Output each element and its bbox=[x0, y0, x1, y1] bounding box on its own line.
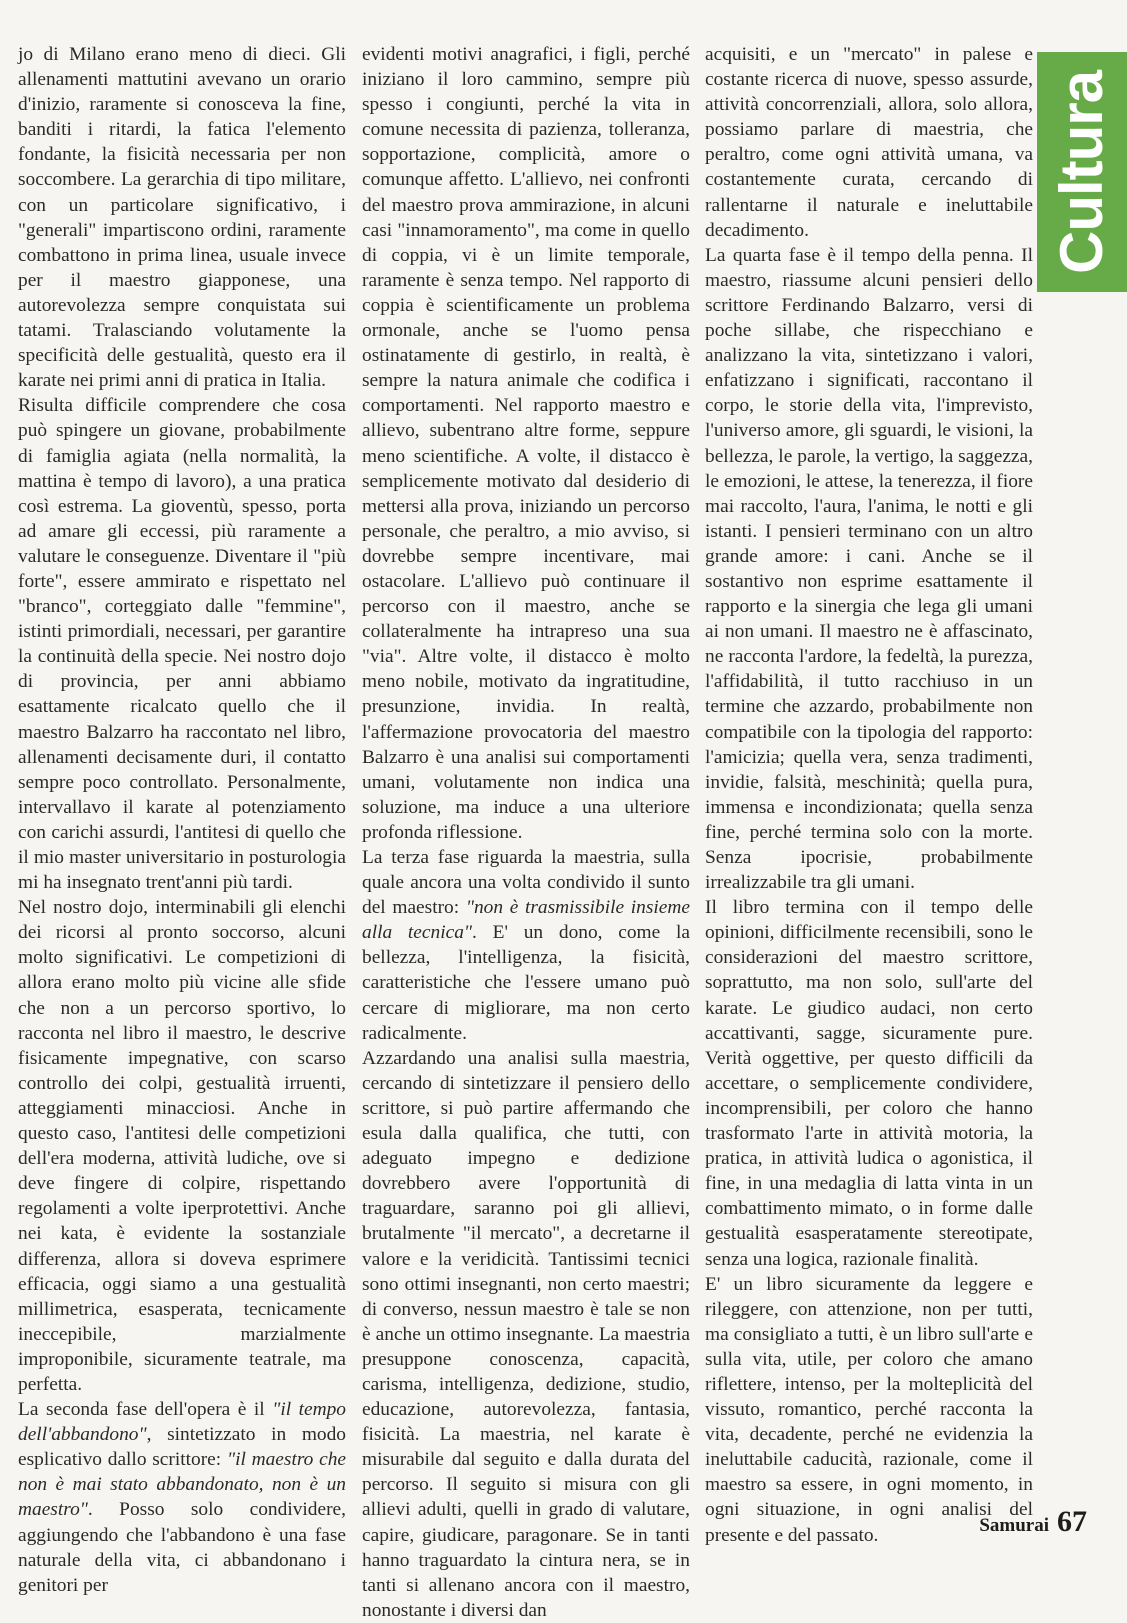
italic-quote: "il tempo dell'abbandono" bbox=[18, 1399, 347, 1446]
paragraph bbox=[18, 42, 346, 393]
paragraph bbox=[18, 1397, 346, 1598]
text-run: E' un libro sicuramente da leggere e rileggere, con attenzione, non per tutti, ma consigliato a tutti, è un libro sull'arte e sulla vita, utile, per coloro che amano riflettere, intenso, per la molteplicità del vissuto, romantico, perché racconta la vita, decadente, perché ne evidenzia la ineluttabile caducità, razionale, come il maestro sa essere, in ogni momento, in ogni situazione, in ogni analisi del presente e del passato. bbox=[705, 1273, 1033, 1546]
italic-quote: "non è trasmissibile insieme alla tecnica" bbox=[362, 897, 691, 944]
text-run: Il libro termina con il tempo delle opinioni, difficilmente recensibili, sono le considerazioni del maestro scrittore, soprattutto, ma non solo, sull'arte del karate. Le giudico audaci, non certo accattivanti, sagge, sicuramente pure. Verità oggettive, per questo difficili da accettare, o semplicemente condividere, incomprensibili, per coloro che hanno trasformato l'arte in attività motoria, la pratica, in attività ludica o agonistica, il fine, in una medaglia di latta vinta in un combattimento mimato, o in forme dalle gestualità esasperatamente stereotipate, senza una logica, razionale finalità. bbox=[705, 897, 1033, 1270]
paragraph bbox=[362, 845, 690, 1046]
magazine-name: Samurai bbox=[979, 1515, 1049, 1536]
article-column-3 bbox=[705, 42, 1033, 1548]
paragraph bbox=[362, 1046, 690, 1623]
italic-quote: "il maestro che non è mai stato abbandonato, non è un maestro" bbox=[18, 1449, 347, 1521]
text-run: . E' un dono, come la bellezza, l'intelligenza, la fisicità, caratteristiche che l'essere umano può cercare di migliorare, ma non certo radicalmente. bbox=[362, 922, 690, 1044]
text-run: jo di Milano erano meno di dieci. Gli allenamenti mattutini avevano un orario d'inizio, raramente si conosceva la fine, banditi i ritardi, la fatica l'elemento fondante, la fisicità necessaria per non soccombere. La gerarchia di tipo militare, con un particolare significativo, i "generali" impartiscono ordini, raramente combattono in prima linea, usuale invece per il maestro giapponese, una autorevolezza sempre conquistata sui tatami. Tralasciando volutamente la specificità delle gestualità, questo era il karate nei primi anni di pratica in Italia. bbox=[18, 44, 346, 392]
article-column-2 bbox=[362, 42, 690, 1623]
page-footer bbox=[979, 1505, 1087, 1539]
section-tab-label: Cultura bbox=[1048, 70, 1116, 274]
page-number: 67 bbox=[1057, 1505, 1087, 1538]
text-run: evidenti motivi anagrafici, i figli, perché iniziano il loro cammino, sempre più spesso i congiunti, perché la vita in comune necessita di pazienza, tolleranza, sopportazione, complicità, amore o comunque affetto. L'allievo, nei confronti del maestro prova ammirazione, in alcuni casi "innamoramento", ma come in quello di coppia, vi è un limite temporale, raramente è senza tempo. Nel rapporto di coppia è scientificamente un problema ormonale, anche se l'uomo pensa ostinatamente di gestirlo, in realtà, è sempre la natura animale che codifica i comportamenti. Nel rapporto maestro e allievo, subentrano altre forme, seppure meno scientifiche. A volte, il distacco è semplicemente motivato dal desiderio di mettersi alla prova, iniziando un percorso personale, che peraltro, a mio avviso, si dovrebbe sempre incentivare, mai ostacolare. L'allievo può continuare il percorso con il maestro, anche se collateralmente ha intrapreso una sua "via". Altre volte, il distacco è molto meno nobile, motivato da ingratitudine, presunzione, invidia. In realtà, l'affermazione provocatoria del maestro Balzarro è una analisi sui comportamenti umani, volutamente non indica una soluzione, ma induce a una ulteriore profonda riflessione. bbox=[362, 44, 690, 843]
paragraph bbox=[362, 42, 690, 845]
text-run: . Posso solo condividere, aggiungendo che l'abbandono è una fase naturale della vita, ci abbandonano i genitori per bbox=[18, 1499, 346, 1596]
text-run: Azzardando una analisi sulla maestria, cercando di sintetizzare il pensiero dello scrittore, si può partire affermando che esula dalla qualifica, che tutti, con adeguato impegno e dedizione dovrebbero avere l'opportunità di traguardare, saranno poi gli allievi, brutalmente "il mercato", a decretarne il valore e la veridicità. Tantissimi tecnici sono ottimi insegnanti, non certo maestri; di converso, nessun maestro è tale se non è anche un ottimo insegnante. La maestria presuppone conoscenza, capacità, carisma, intelligenza, dedizione, studio, educazione, autorevolezza, fantasia, fisicità. La maestria, nel karate è misurabile dal seguito e dalla durata del percorso. Il seguito si misura con gli allievi adulti, quelli in grado di valutare, capire, giudicare, paragonare. Se in tanti hanno traguardato la cintura nera, se in tanti si allenano ancora con il maestro, nonostante i diversi dan bbox=[362, 1047, 690, 1621]
paragraph bbox=[705, 243, 1033, 895]
text-run: La seconda fase dell'opera è il bbox=[18, 1399, 273, 1421]
text-run: La terza fase riguarda la maestria, sulla quale ancora una volta condivido il sunto del maestro: bbox=[362, 847, 690, 919]
text-run: Risulta difficile comprendere che cosa può spingere un giovane, probabilmente di famiglia agiata (nella normalità, la mattina è tempo di lavoro), a una pratica così estrema. La gioventù, spesso, porta ad amare gli eccessi, più raramente a valutare le conseguenze. Diventare il "più forte", essere ammirato e rispettato nel "branco", corteggiato dalle "femmine", istinti primordiali, necessari, per garantire la continuità della specie. Nei nostro dojo di provincia, per anni abbiamo esattamente ricalcato quello che il maestro Balzarro ha raccontato nel libro, allenamenti decisamente duri, il contatto sempre poco controllato. Personalmente, intervallavo il karate al potenziamento con carichi assurdi, l'antitesi di quello che il mio master universitario in posturologia mi ha insegnato trent'anni più tardi. bbox=[18, 395, 346, 894]
paragraph bbox=[18, 895, 346, 1397]
article-column-1 bbox=[18, 42, 346, 1598]
section-tab bbox=[1037, 52, 1127, 292]
paragraph bbox=[705, 42, 1033, 243]
text-run: acquisiti, e un "mercato" in palese e costante ricerca di nuove, spesso assurde, attività concorrenziali, allora, solo allora, possiamo parlare di maestria, che peraltro, come ogni attività umana, va costantemente curata, cercando di rallentarne il naturale e ineluttabile decadimento. bbox=[705, 44, 1033, 241]
paragraph bbox=[705, 895, 1033, 1271]
text-run: , sintetizzato in modo esplicativo dallo scrittore: bbox=[18, 1424, 346, 1471]
text-run: La quarta fase è il tempo della penna. Il maestro, riassume alcuni pensieri dello scrittore Ferdinando Balzarro, versi di poche sillabe, che rispecchiano e analizzano la vita, sintetizzano i valori, enfatizzano i significati, raccontano il corpo, le storie della vita, l'imprevisto, l'universo amore, gli sguardi, le visioni, la bellezza, le parole, la vertigo, la saggezza, le emozioni, le attese, la tenerezza, il fiore mai raccolto, l'aura, l'anima, le notti e gli istanti. I pensieri terminano con un altro grande amore: i cani. Anche se il sostantivo non esprime esattamente il rapporto e la sinergia che lega gli umani ai non umani. Il maestro ne è affascinato, ne racconta l'ardore, la fedeltà, la purezza, l'affidabilità, il tutto racchiuso in un termine che azzardo, probabilmente non compatibile con la tipologia del rapporto: l'amicizia; quella vera, senza tradimenti, invidie, falsità, meschinità; quella pura, immensa e incondizionata; quella senza fine, perché termina solo con la morte. Senza ipocrisie, probabilmente irrealizzabile tra gli umani. bbox=[705, 244, 1033, 894]
text-run: Nel nostro dojo, interminabili gli elenchi dei ricorsi al pronto soccorso, alcuni molto significativi. Le competizioni di allora erano molto più vicine alle sfide che non a un percorso sportivo, lo racconta nel libro il maestro, le descrive fisicamente impegnative, con scarso controllo dei colpi, gestualità irruenti, atteggiamenti minacciosi. Anche in questo caso, l'antitesi delle competizioni dell'era moderna, attività ludiche, ove si deve fingere di colpire, rispettando regolamenti a volte iperprotettivi. Anche nei kata, è evidente la sostanziale differenza, allora si doveva esprimere efficacia, oggi siamo a una gestualità millimetrica, esasperata, tecnicamente ineccepibile, marzialmente improponibile, sicuramente teatrale, ma perfetta. bbox=[18, 897, 346, 1395]
paragraph bbox=[18, 393, 346, 895]
